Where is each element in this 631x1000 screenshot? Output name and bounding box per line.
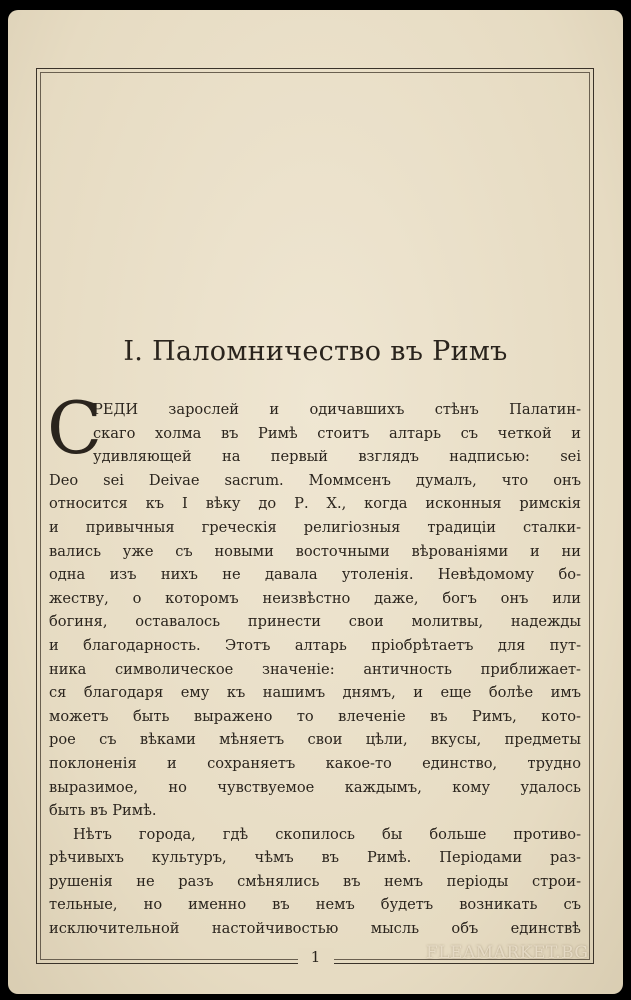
text-line: скаго холма въ Римѣ стоитъ алтарь съ четкой и xyxy=(93,424,581,442)
text-line: выразимое, но чувствуемое каждымъ, кому удалось xyxy=(49,778,581,796)
drop-cap-letter: С xyxy=(47,386,103,470)
text-line: удивляющей на первый взглядъ надписью: sei xyxy=(93,448,581,466)
text-line: поклоненія и сохраняетъ какое-то единство, трудно xyxy=(49,754,581,772)
text-line: рое съ вѣками мѣняетъ свои цѣли, вкусы, предметы xyxy=(49,731,581,749)
text-line: Нѣтъ города, гдѣ скопилось бы больше противо- xyxy=(73,825,581,843)
text-line: и благодарность. Этотъ алтарь пріобрѣтаетъ для пут- xyxy=(49,636,581,654)
paragraph-1 xyxy=(49,398,581,823)
text-line: исключительной настойчивостью мысль объ единствѣ xyxy=(49,920,581,938)
text-line: рушенія не разъ смѣнялись въ немъ періоды строи- xyxy=(49,872,581,890)
text-line: ника символическое значеніе: античность приближает- xyxy=(49,660,581,678)
paragraph-2 xyxy=(49,823,581,941)
text-line: РЕДИ зарослей и одичавшихъ стѣнъ Палатин- xyxy=(93,401,581,418)
text-line: вались уже съ новыми восточными вѣрованіями и ни xyxy=(49,542,581,560)
text-line: можетъ быть выражено то влеченіе въ Римъ, кото- xyxy=(49,707,581,725)
text-line: и привычныя греческія религіозныя традиціи сталки- xyxy=(49,518,581,536)
text-line: одна изъ нихъ не давала утоленія. Невѣдомому бо- xyxy=(49,566,581,584)
book-page xyxy=(8,10,623,994)
text-line: богиня, оставалось принести свои молитвы, надежды xyxy=(49,613,581,631)
page-number: 1 xyxy=(310,948,321,966)
text-line: тельные, но именно въ немъ будетъ возникать съ xyxy=(49,896,581,914)
body-text xyxy=(47,386,581,941)
text-line: относится къ I вѣку до Р. Х., когда исконныя римскія xyxy=(49,495,581,513)
text-line: рѣчивыхъ культуръ, чѣмъ въ Римѣ. Періодами раз- xyxy=(49,849,581,867)
watermark: FLEAMARKET.BG xyxy=(426,943,589,963)
text-line: жеству, о которомъ неизвѣстно даже, богъ онъ или xyxy=(49,589,581,607)
text-line: Deo sei Deivae sacrum. Моммсенъ думалъ, что онъ xyxy=(49,471,581,489)
text-line: ся благодаря ему къ нашимъ днямъ, и еще болѣе имъ xyxy=(49,684,581,702)
chapter-title: I. Паломничество въ Римъ xyxy=(123,336,508,367)
text-line: быть въ Римѣ. xyxy=(49,802,157,820)
